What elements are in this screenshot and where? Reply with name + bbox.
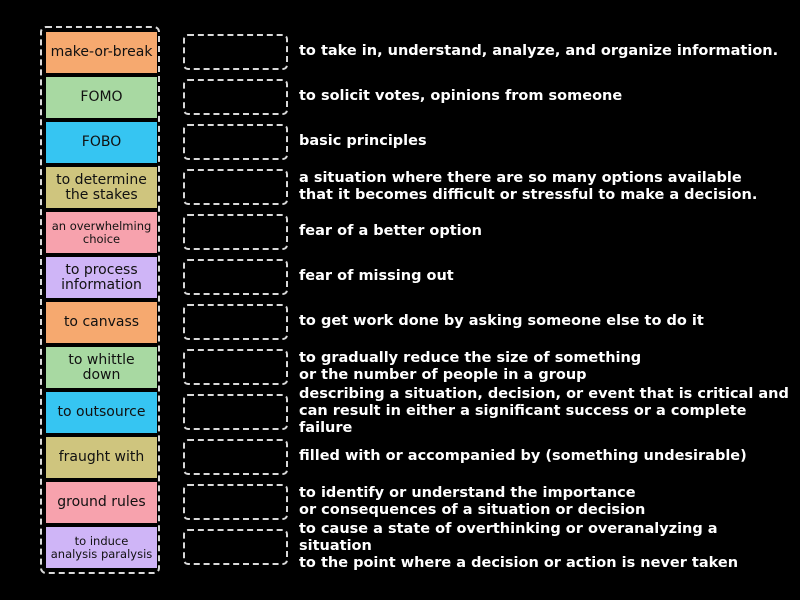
definition-text: basic principles: [299, 133, 427, 149]
term-label: fraught with: [58, 449, 145, 465]
answer-slot-6[interactable]: [183, 259, 288, 295]
answer-slot-3[interactable]: [183, 124, 288, 160]
term-label: FOBO: [81, 134, 122, 150]
term-tile-fobo[interactable]: [46, 122, 157, 163]
definition-text: filled with or accompanied by (something undesirable): [299, 448, 747, 464]
answer-slot-2[interactable]: [183, 79, 288, 115]
term-tile-fraught-with[interactable]: [46, 437, 157, 478]
definition-text: a situation where there are so many options available that it becomes difficult or stressful to make a decision.: [299, 169, 758, 203]
answer-slot-10[interactable]: [183, 439, 288, 475]
term-label: to canvass: [63, 314, 140, 330]
term-label: FOMO: [80, 89, 123, 105]
definition-text: describing a situation, decision, or event that is critical and can result in either a significant success or a complete failure: [299, 386, 789, 436]
answer-slot-4[interactable]: [183, 169, 288, 205]
term-label: to induce analysis paralysis: [50, 533, 153, 561]
definition-text: to cause a state of overthinking or overanalyzing a situation to the point where a decision or action is never taken: [299, 521, 739, 571]
term-tile-make-or-break[interactable]: [46, 32, 157, 73]
definition-text: fear of a better option: [299, 223, 482, 239]
definition-text: to get work done by asking someone else to do it: [299, 313, 704, 329]
term-label: ground rules: [57, 494, 146, 510]
term-tile-determine-stakes[interactable]: [46, 167, 157, 208]
answer-slot-5[interactable]: [183, 214, 288, 250]
answer-slot-12[interactable]: [183, 529, 288, 565]
term-label: to process information: [61, 261, 142, 293]
definition-text: fear of missing out: [299, 268, 454, 284]
term-tile-ground-rules[interactable]: [46, 482, 157, 523]
term-tile-canvass[interactable]: [46, 302, 157, 343]
term-label: make-or-break: [50, 44, 153, 60]
definition-text: to gradually reduce the size of something or the number of people in a group: [299, 349, 642, 383]
answer-slot-9[interactable]: [183, 394, 288, 430]
answer-slot-1[interactable]: [183, 34, 288, 70]
answer-slot-7[interactable]: [183, 304, 288, 340]
term-tile-analysis-paralysis[interactable]: [46, 527, 157, 568]
definition-text: to identify or understand the importance or consequences of a situation or decision: [299, 484, 646, 518]
definition-text: to take in, understand, analyze, and organize information.: [299, 43, 779, 59]
term-tile-process-information[interactable]: [46, 257, 157, 298]
term-tile-whittle-down[interactable]: [46, 347, 157, 388]
answer-slot-8[interactable]: [183, 349, 288, 385]
term-tile-overwhelming-choice[interactable]: [46, 212, 157, 253]
term-label: to determine the stakes: [56, 171, 147, 203]
term-label: to outsource: [57, 404, 146, 420]
answer-slot-11[interactable]: [183, 484, 288, 520]
term-tile-fomo[interactable]: [46, 77, 157, 118]
term-label: to whittle down: [68, 351, 135, 383]
definition-text: to solicit votes, opinions from someone: [299, 88, 623, 104]
term-tile-outsource[interactable]: [46, 392, 157, 433]
term-label: an overwhelming choice: [51, 218, 152, 246]
